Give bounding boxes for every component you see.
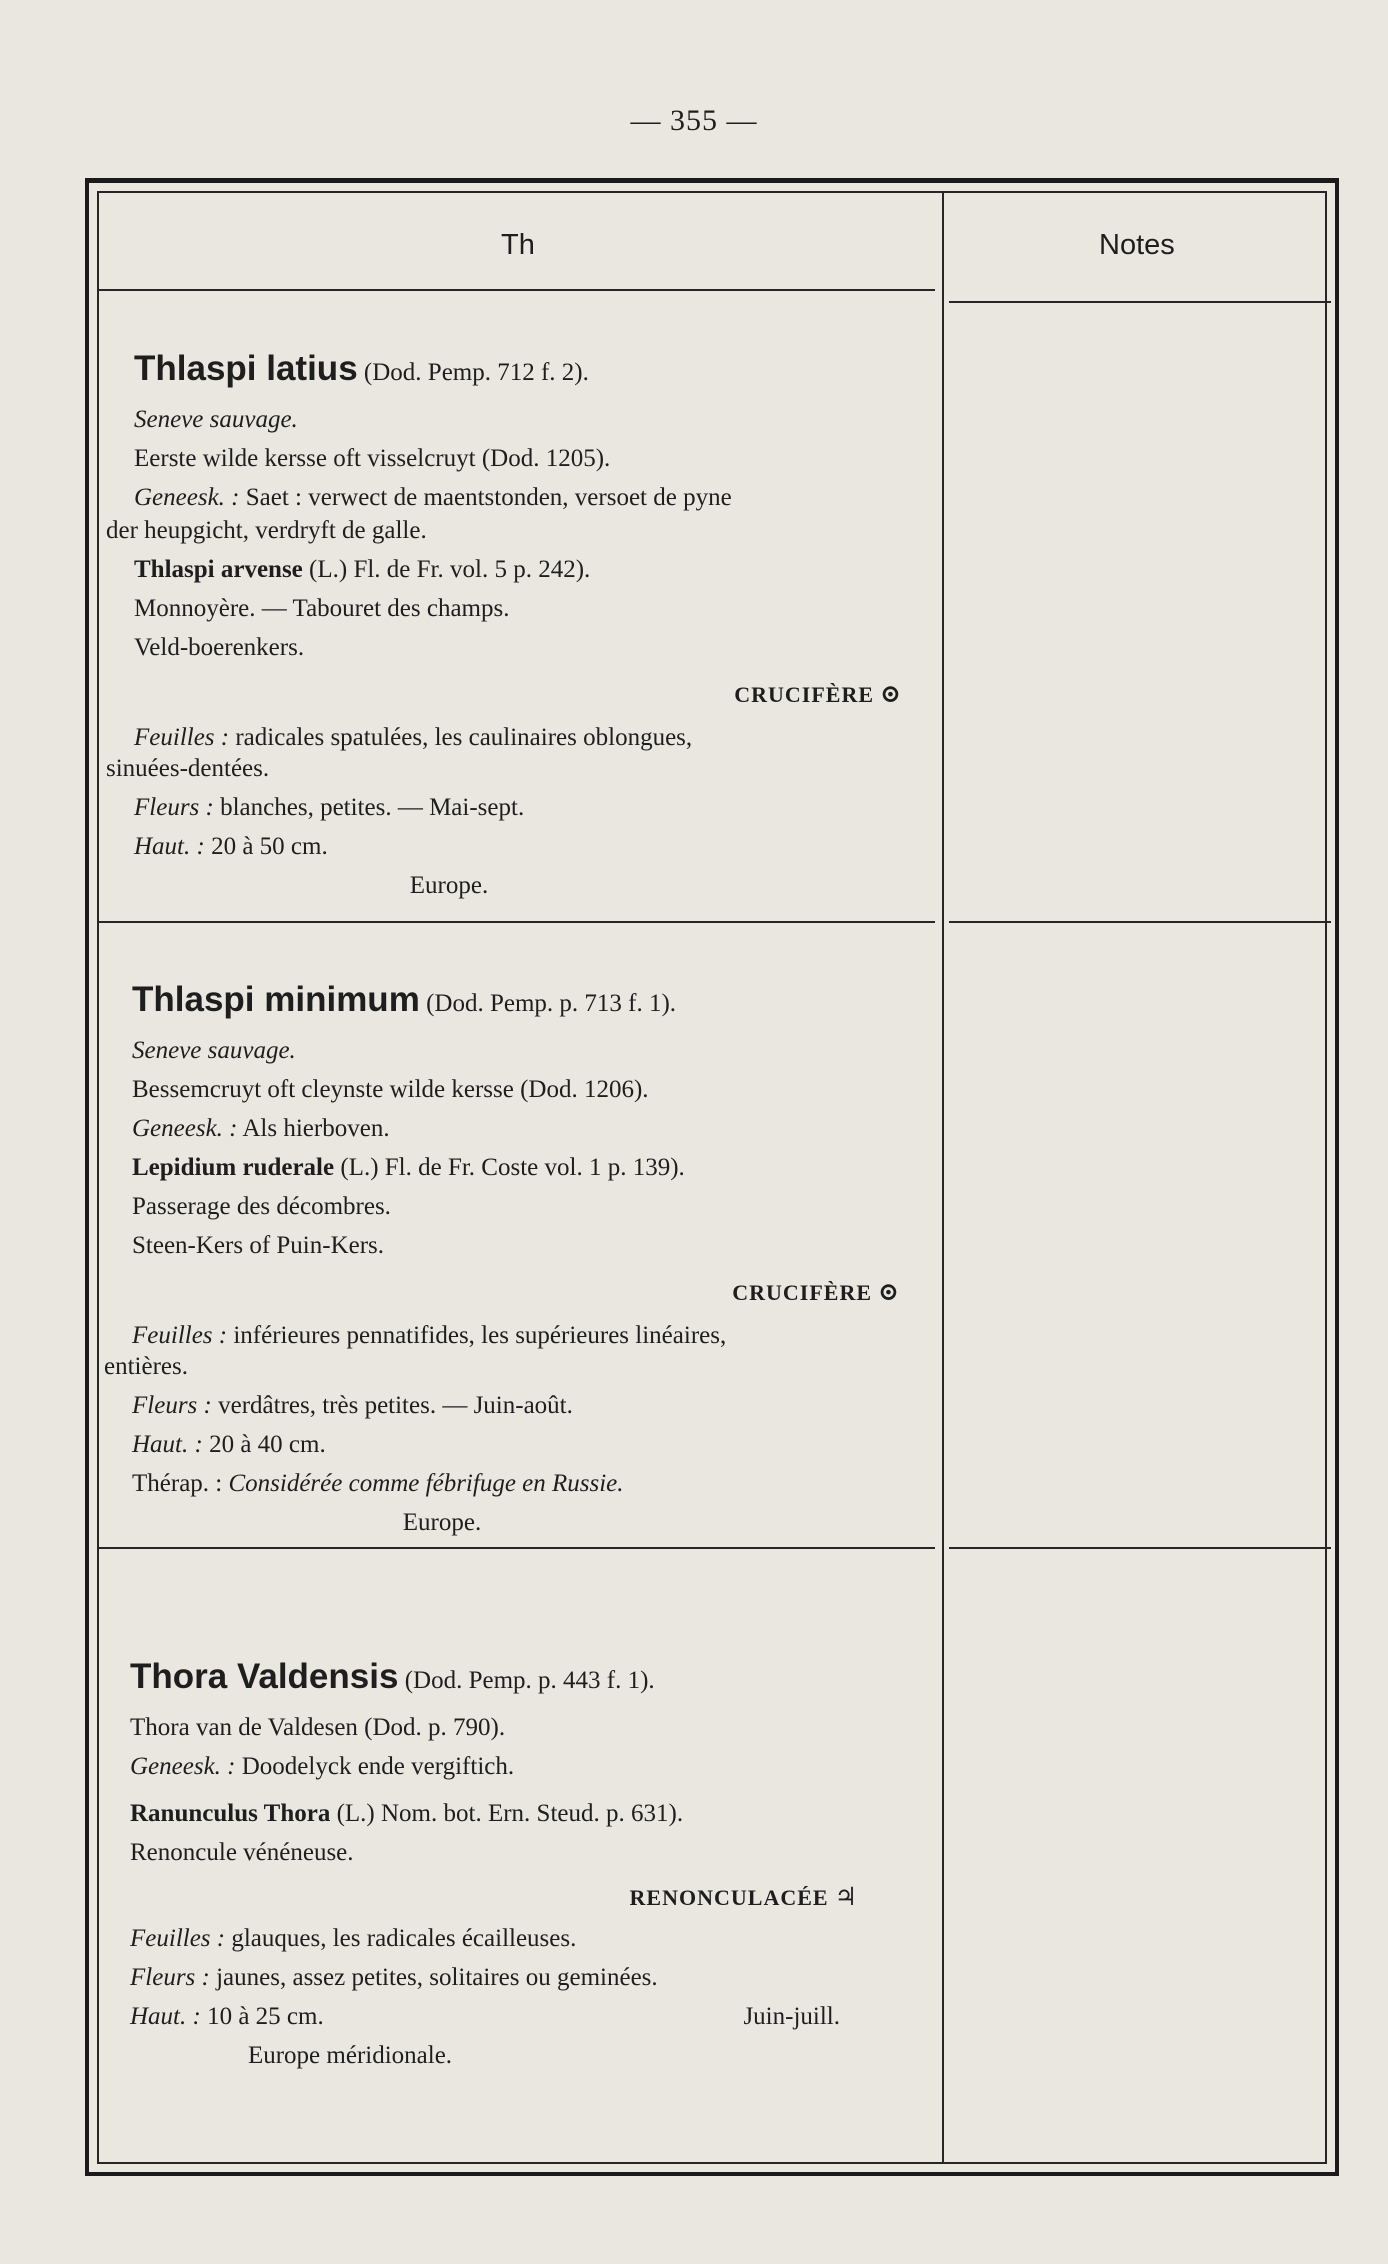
- haut-label: Haut. :: [130, 2003, 201, 2030]
- family-name: RENONCULACÉE: [629, 1885, 829, 1910]
- entry-thora-valdensis: [130, 1652, 950, 2075]
- family-name: CRUCIFÈRE: [732, 1280, 873, 1305]
- feuilles-label: Feuilles :: [132, 1322, 228, 1349]
- haut-text: 20 à 40 cm.: [209, 1431, 326, 1458]
- synonym-reference: (L.) Fl. de Fr. Coste vol. 1 p. 139).: [340, 1154, 685, 1181]
- annual-symbol-icon: ⊙: [880, 681, 902, 708]
- family-name: CRUCIFÈRE: [734, 682, 875, 707]
- column-header-notes: Notes: [1099, 229, 1175, 261]
- geneesk-text: Als hierboven.: [242, 1115, 390, 1142]
- feuilles-label: Feuilles :: [134, 724, 230, 751]
- row-rule-left: [99, 1547, 935, 1549]
- species-reference: (Dod. Pemp. 712 f. 2).: [363, 359, 589, 386]
- row-rule-right: [949, 1547, 1331, 1549]
- common-name-fr: Seneve sauvage.: [134, 406, 298, 433]
- haut-text: 20 à 50 cm.: [211, 833, 328, 860]
- haut-label: Haut. :: [132, 1431, 203, 1458]
- geneesk-continuation: der heupgicht, verdryft de galle.: [106, 517, 427, 544]
- feuilles-text: inférieures pennatifides, les supérieures linéaires,: [233, 1322, 727, 1349]
- species-reference: (Dod. Pemp. p. 443 f. 1).: [404, 1667, 655, 1694]
- region: Europe méridionale.: [247, 2042, 453, 2069]
- geneesk-label: Geneesk. :: [132, 1115, 238, 1142]
- fleurs-label: Fleurs :: [130, 1964, 210, 1991]
- french-name: Renoncule vénéneuse.: [130, 1839, 354, 1866]
- species-name: Thlaspi minimum: [132, 980, 420, 1019]
- perennial-symbol-icon: ♃: [834, 1884, 858, 1911]
- row-rule-left: [99, 921, 935, 923]
- dutch-name: Eerste wilde kersse oft visselcruyt (Dod. 1205).: [134, 445, 611, 472]
- species-name: Thora Valdensis: [130, 1657, 399, 1696]
- entry-thlaspi-minimum: [104, 975, 952, 1542]
- dutch-modern-name: Veld-boerenkers.: [134, 634, 305, 661]
- dutch-name: Thora van de Valdesen (Dod. p. 790).: [130, 1714, 506, 1741]
- geneesk-label: Geneesk. :: [130, 1753, 236, 1780]
- geneesk-label: Geneesk. :: [134, 484, 240, 511]
- french-name: Passerage des décombres.: [132, 1193, 391, 1220]
- entry-thlaspi-latius: [106, 344, 954, 905]
- synonym-reference: (L.) Fl. de Fr. vol. 5 p. 242).: [309, 556, 591, 583]
- synonym-name: Lepidium ruderale: [132, 1154, 335, 1181]
- french-name: Monnoyère. — Tabouret des champs.: [134, 595, 510, 622]
- synonym-reference: (L.) Nom. bot. Ern. Steud. p. 631).: [336, 1800, 684, 1827]
- geneesk-text: Doodelyck ende vergiftich.: [241, 1753, 515, 1780]
- region: Europe.: [402, 1509, 482, 1536]
- fleurs-label: Fleurs :: [134, 794, 214, 821]
- species-name: Thlaspi latius: [134, 349, 358, 388]
- synonym-name: Thlaspi arvense: [134, 556, 303, 583]
- haut-text: 10 à 25 cm.: [207, 2003, 324, 2030]
- therap-text: Considérée comme fébrifuge en Russie.: [228, 1470, 624, 1497]
- page-number: — 355 —: [630, 104, 758, 137]
- geneesk-text: Saet : verwect de maentstonden, versoet de pyne: [245, 484, 732, 511]
- annual-symbol-icon: ⊙: [878, 1279, 900, 1306]
- species-reference: (Dod. Pemp. p. 713 f. 1).: [426, 990, 677, 1017]
- flowering-period: Juin-juill.: [743, 2003, 840, 2030]
- haut-label: Haut. :: [134, 833, 205, 860]
- column-header-th: Th: [501, 229, 535, 261]
- header-rule-left: [99, 289, 935, 291]
- region: Europe.: [409, 872, 489, 899]
- feuilles-label: Feuilles :: [130, 1925, 226, 1952]
- dutch-name: Bessemcruyt oft cleynste wilde kersse (Dod. 1206).: [132, 1076, 649, 1103]
- synonym-name: Ranunculus Thora: [130, 1800, 331, 1827]
- feuilles-text: radicales spatulées, les caulinaires oblongues,: [235, 724, 693, 751]
- header-rule-right: [949, 301, 1331, 303]
- feuilles-continuation: sinuées-dentées.: [106, 755, 270, 782]
- fleurs-text: jaunes, assez petites, solitaires ou geminées.: [216, 1964, 658, 1991]
- fleurs-text: verdâtres, très petites. — Juin-août.: [218, 1392, 573, 1419]
- feuilles-text: glauques, les radicales écailleuses.: [231, 1925, 577, 1952]
- therap-label: Thérap. :: [132, 1470, 223, 1497]
- fleurs-label: Fleurs :: [132, 1392, 212, 1419]
- row-rule-right: [949, 921, 1331, 923]
- feuilles-continuation: entières.: [104, 1353, 188, 1380]
- common-name-fr: Seneve sauvage.: [132, 1037, 296, 1064]
- fleurs-text: blanches, petites. — Mai-sept.: [220, 794, 525, 821]
- dutch-modern-name: Steen-Kers of Puin-Kers.: [132, 1232, 385, 1259]
